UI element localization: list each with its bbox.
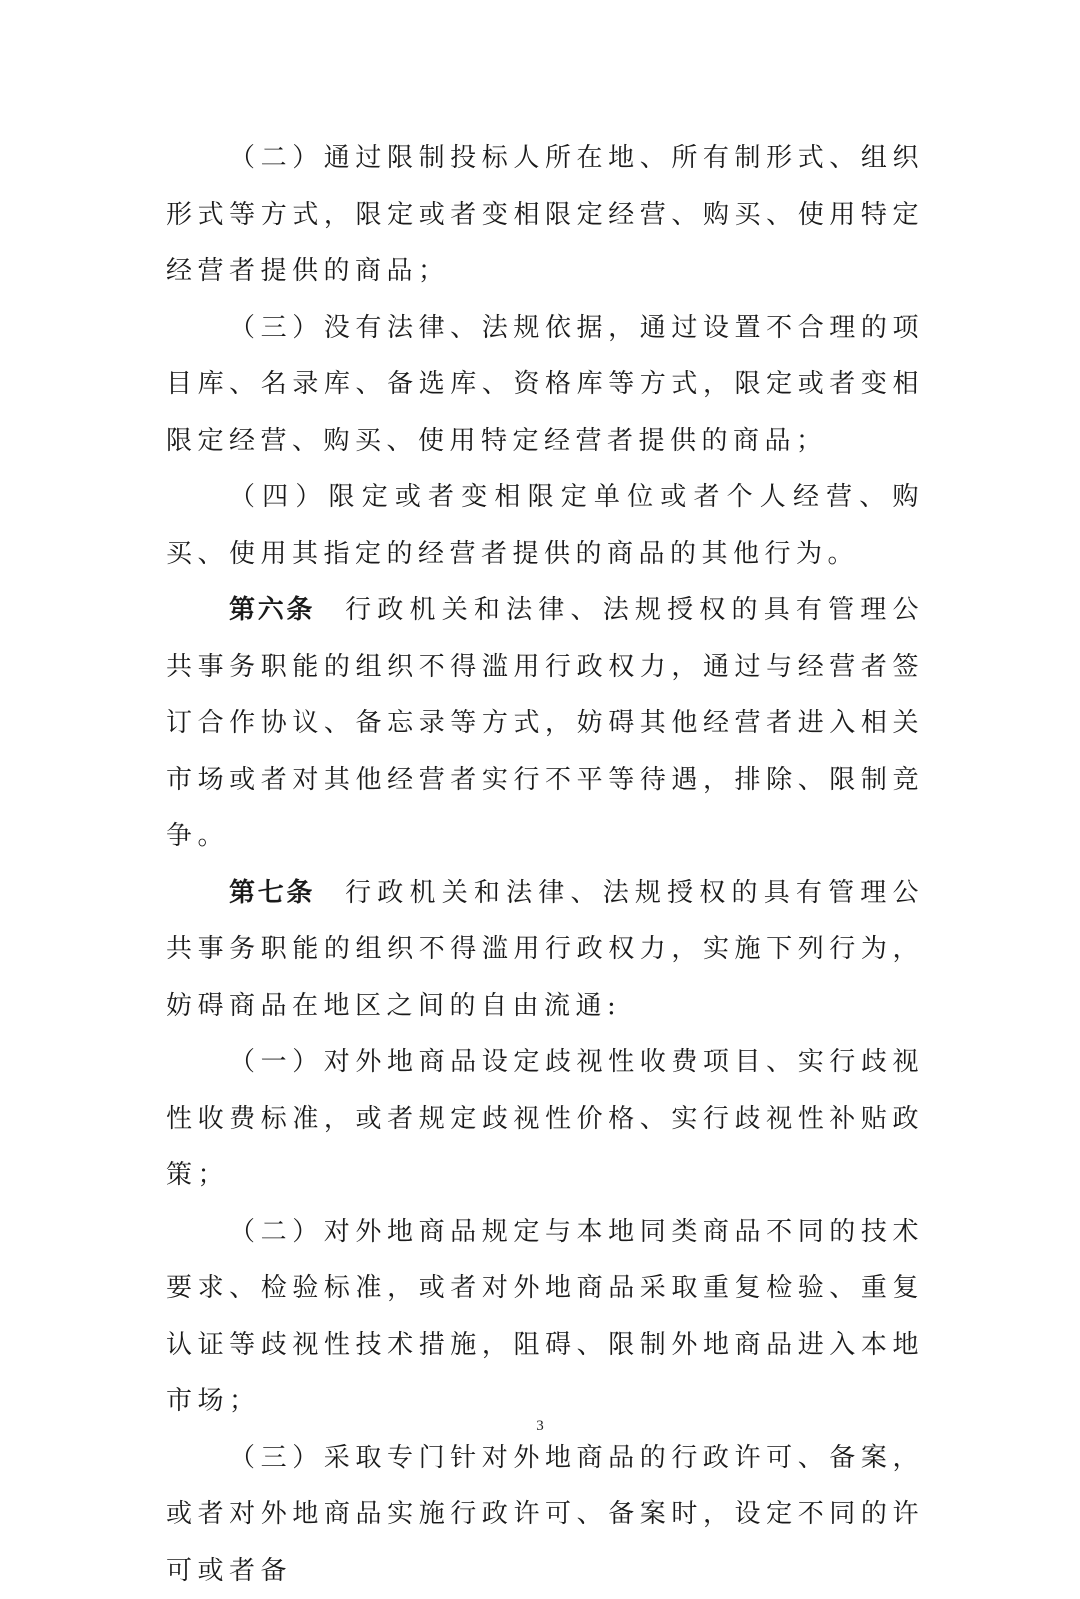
paragraph-text: 行政机关和法律、法规授权的具有管理公共事务职能的组织不得滥用行政权力，实施下列行为，妨碍商品在地区之间的自由流通: bbox=[166, 878, 924, 1021]
article-paragraph bbox=[166, 582, 924, 865]
paragraph bbox=[166, 1034, 924, 1204]
paragraph bbox=[166, 300, 924, 470]
paragraph-text: （一）对外地商品设定歧视性收费项目、实行歧视性收费标准，或者规定歧视性价格、实行歧视性补贴政策； bbox=[166, 1047, 924, 1190]
paragraph-text: （四）限定或者变相限定单位或者个人经营、购买、使用其指定的经营者提供的商品的其他行为。 bbox=[166, 482, 924, 569]
paragraph bbox=[166, 1204, 924, 1430]
paragraph-text: （二）通过限制投标人所在地、所有制形式、组织形式等方式，限定或者变相限定经营、购买、使用特定经营者提供的商品； bbox=[166, 143, 924, 286]
article-heading: 第六条 bbox=[229, 595, 315, 625]
article-heading: 第七条 bbox=[229, 878, 315, 908]
paragraph-text: （二）对外地商品规定与本地同类商品不同的技术要求、检验标准，或者对外地商品采取重复检验、重复认证等歧视性技术措施，阻碍、限制外地商品进入本地市场； bbox=[166, 1217, 924, 1417]
paragraph-text: 行政机关和法律、法规授权的具有管理公共事务职能的组织不得滥用行政权力，通过与经营者签订合作协议、备忘录等方式，妨碍其他经营者进入相关市场或者对其他经营者实行不平等待遇，排除、限制竞争。 bbox=[166, 595, 924, 851]
page-number: 3 bbox=[0, 1418, 1080, 1435]
article-paragraph bbox=[166, 865, 924, 1035]
paragraph bbox=[166, 469, 924, 582]
paragraph bbox=[166, 130, 924, 300]
paragraph bbox=[166, 1430, 924, 1599]
document-body bbox=[166, 130, 924, 1599]
paragraph-text: （三）没有法律、法规依据，通过设置不合理的项目库、名录库、备选库、资格库等方式，限定或者变相限定经营、购买、使用特定经营者提供的商品； bbox=[166, 313, 924, 456]
paragraph-text: （三）采取专门针对外地商品的行政许可、备案，或者对外地商品实施行政许可、备案时，设定不同的许可或者备 bbox=[166, 1443, 924, 1586]
